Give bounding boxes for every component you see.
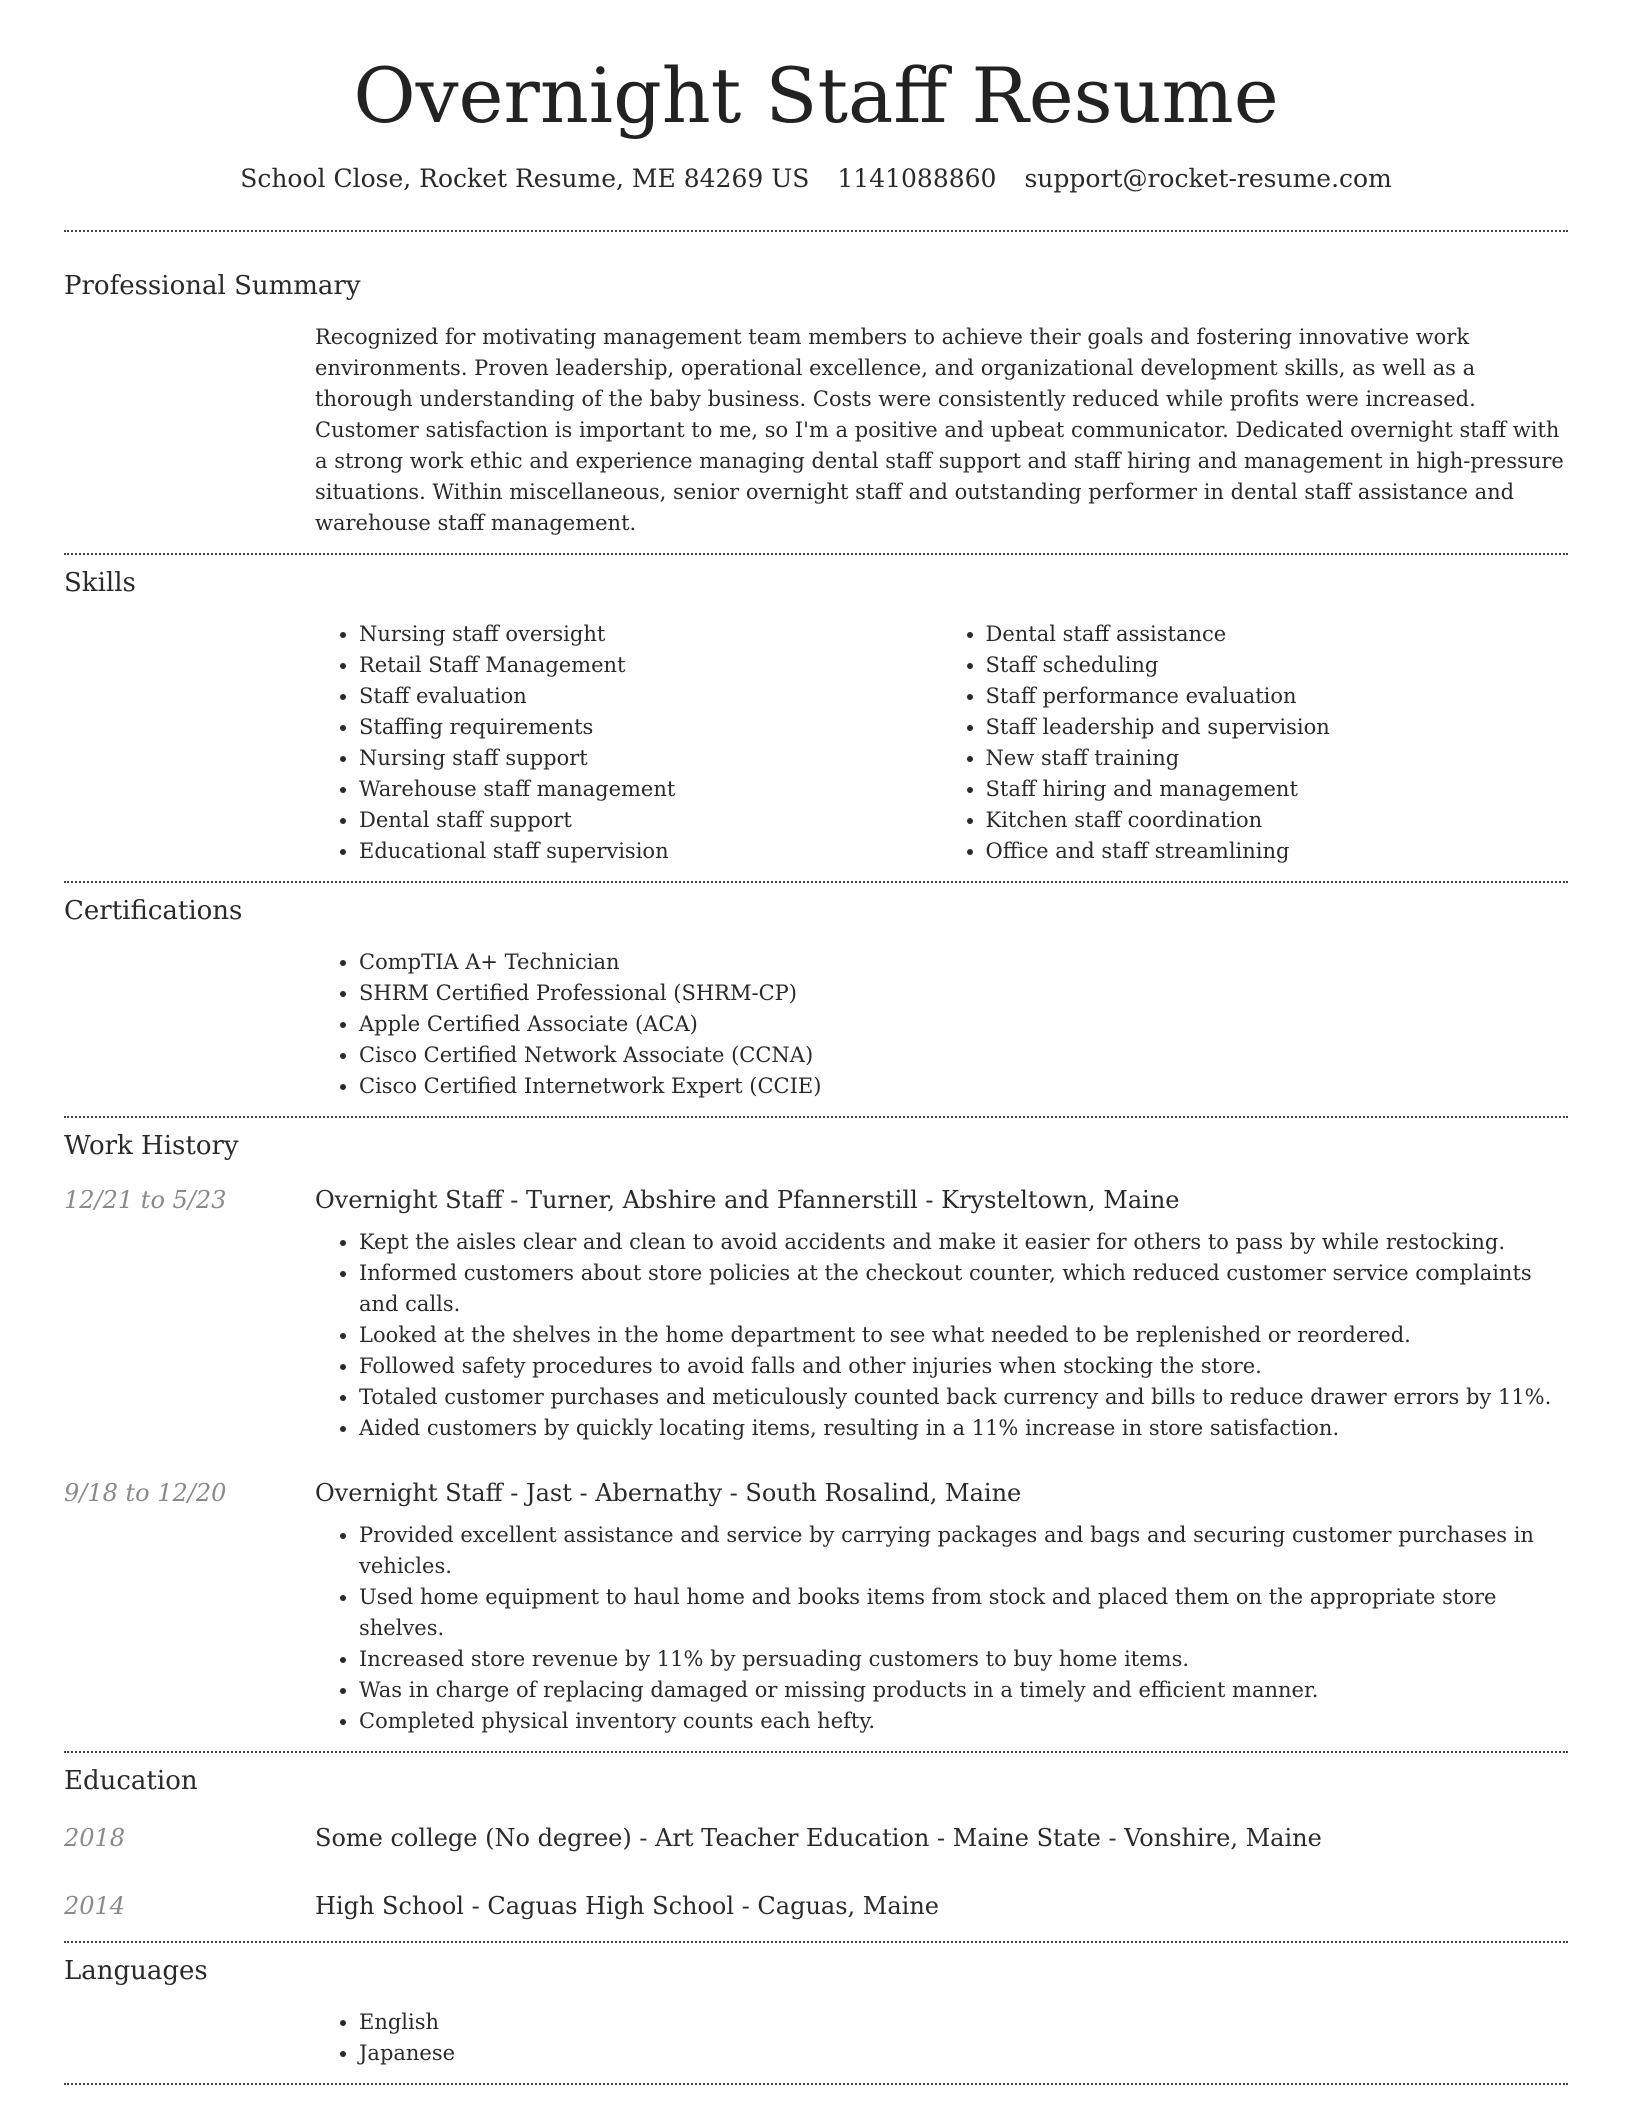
education-entry xyxy=(64,1889,1568,1923)
summary-text: Recognized for motivating management team members to achieve their goals and fostering innovative work environments. Proven leadership, operational excellence, and organizational development skills, as well as a thorough understanding of the baby business. Costs were consistently reduced while profits were increased. Customer satisfaction is important to me, so I'm a positive and upbeat communicator. Dedicated overnight staff with a strong work ethic and experience managing dental staff support and staff hiring and management in high-pressure situations. Within miscellaneous, senior overnight staff and outstanding performer in dental staff assistance and warehouse staff management. xyxy=(315,324,1564,535)
job-header xyxy=(64,1183,1568,1217)
job-bullet-list xyxy=(315,1227,1568,1444)
section-divider xyxy=(64,2083,1568,2085)
resume-header xyxy=(64,0,1568,196)
certification-item: • Cisco Certified Network Associate (CCNA) xyxy=(359,1040,1568,1071)
skill-item: • Educational staff supervision xyxy=(359,836,942,867)
languages-list xyxy=(315,2007,1568,2069)
work-history-section xyxy=(64,1118,1568,1738)
job-bullet: • Provided excellent assistance and service by carrying packages and bags and securing customer purchases in vehicles. xyxy=(359,1520,1568,1582)
certification-item: • Cisco Certified Internetwork Expert (CCIE) xyxy=(359,1071,1568,1102)
job-entry xyxy=(64,1183,1568,1444)
skill-item: • Office and staff streamlining xyxy=(986,836,1569,867)
skill-item: • Staff hiring and management xyxy=(986,774,1569,805)
skill-item: • Staffing requirements xyxy=(359,712,942,743)
education-detail: High School - Caguas High School - Caguas, Maine xyxy=(315,1892,940,1921)
skill-item: • Staff performance evaluation xyxy=(986,681,1569,712)
job-bullet: • Used home equipment to haul home and books items from stock and placed them on the appropriate store shelves. xyxy=(359,1582,1568,1644)
languages-body xyxy=(315,2007,1568,2069)
job-bullets xyxy=(315,1227,1568,1444)
certifications-list xyxy=(315,947,1568,1102)
education-section xyxy=(64,1753,1568,1923)
skill-item: • Staff scheduling xyxy=(986,650,1569,681)
job-bullet: • Increased store revenue by 11% by persuading customers to buy home items. xyxy=(359,1644,1568,1675)
language-item: • English xyxy=(359,2007,1568,2038)
job-entry xyxy=(64,1476,1568,1737)
certification-item: • SHRM Certified Professional (SHRM-CP) xyxy=(359,978,1568,1009)
summary-section xyxy=(64,232,1568,539)
job-title: Overnight Staff - Jast - Abernathy - South Rosalind, Maine xyxy=(315,1479,1022,1508)
skill-item: • New staff training xyxy=(986,743,1569,774)
job-dates: 12/21 to 5/23 xyxy=(64,1186,227,1215)
skill-item: • Staff leadership and supervision xyxy=(986,712,1569,743)
work-history-heading: Work History xyxy=(64,1130,239,1161)
job-bullet: • Completed physical inventory counts each hefty. xyxy=(359,1706,1568,1737)
skill-item: • Staff evaluation xyxy=(359,681,942,712)
languages-heading: Languages xyxy=(64,1956,208,1987)
skill-item: • Warehouse staff management xyxy=(359,774,942,805)
contact-line xyxy=(64,161,1568,196)
skills-heading: Skills xyxy=(64,567,136,598)
skill-item: • Nursing staff oversight xyxy=(359,619,942,650)
job-bullet: • Totaled customer purchases and meticulously counted back currency and bills to reduce drawer errors by 11%. xyxy=(359,1382,1568,1413)
skill-item: • Retail Staff Management xyxy=(359,650,942,681)
certification-item: • CompTIA A+ Technician xyxy=(359,947,1568,978)
skills-list-left xyxy=(315,619,942,867)
job-bullet: • Followed safety procedures to avoid falls and other injuries when stocking the store. xyxy=(359,1351,1568,1382)
job-header xyxy=(64,1476,1568,1510)
education-year: 2014 xyxy=(64,1892,126,1921)
skills-grid xyxy=(315,619,1568,867)
skills-section xyxy=(64,555,1568,867)
certifications-heading: Certifications xyxy=(64,895,243,926)
job-bullet-list xyxy=(315,1520,1568,1737)
contact-email: support@rocket-resume.com xyxy=(1024,164,1392,194)
certification-item: • Apple Certified Associate (ACA) xyxy=(359,1009,1568,1040)
skill-item: • Nursing staff support xyxy=(359,743,942,774)
skill-item: • Dental staff support xyxy=(359,805,942,836)
job-bullet: • Aided customers by quickly locating items, resulting in a 11% increase in store satisfaction. xyxy=(359,1413,1568,1444)
contact-address: School Close, Rocket Resume, ME 84269 US xyxy=(240,164,810,194)
job-bullet: • Informed customers about store policies at the checkout counter, which reduced customer service complaints and calls. xyxy=(359,1258,1568,1320)
education-detail: Some college (No degree) - Art Teacher Education - Maine State - Vonshire, Maine xyxy=(315,1824,1322,1853)
summary-heading: Professional Summary xyxy=(64,271,361,302)
skill-item: • Kitchen staff coordination xyxy=(986,805,1569,836)
education-year: 2018 xyxy=(64,1824,126,1853)
skill-item: • Dental staff assistance xyxy=(986,619,1569,650)
job-bullet: • Looked at the shelves in the home department to see what needed to be replenished or reordered. xyxy=(359,1320,1568,1351)
job-bullet: • Kept the aisles clear and clean to avoid accidents and make it easier for others to pass by while restocking. xyxy=(359,1227,1568,1258)
skills-list-right xyxy=(942,619,1569,867)
resume-title: Overnight Staff Resume xyxy=(353,51,1279,140)
job-title: Overnight Staff - Turner, Abshire and Pfannerstill - Krysteltown, Maine xyxy=(315,1186,1180,1215)
education-heading: Education xyxy=(64,1766,198,1797)
certifications-section xyxy=(64,883,1568,1102)
job-bullets xyxy=(315,1520,1568,1737)
certifications-body xyxy=(315,947,1568,1102)
education-entry xyxy=(64,1821,1568,1855)
languages-section xyxy=(64,1943,1568,2069)
contact-phone: 1141088860 xyxy=(837,164,997,194)
job-bullet: • Was in charge of replacing damaged or missing products in a timely and efficient manner. xyxy=(359,1675,1568,1706)
job-dates: 9/18 to 12/20 xyxy=(64,1479,227,1508)
language-item: • Japanese xyxy=(359,2038,1568,2069)
